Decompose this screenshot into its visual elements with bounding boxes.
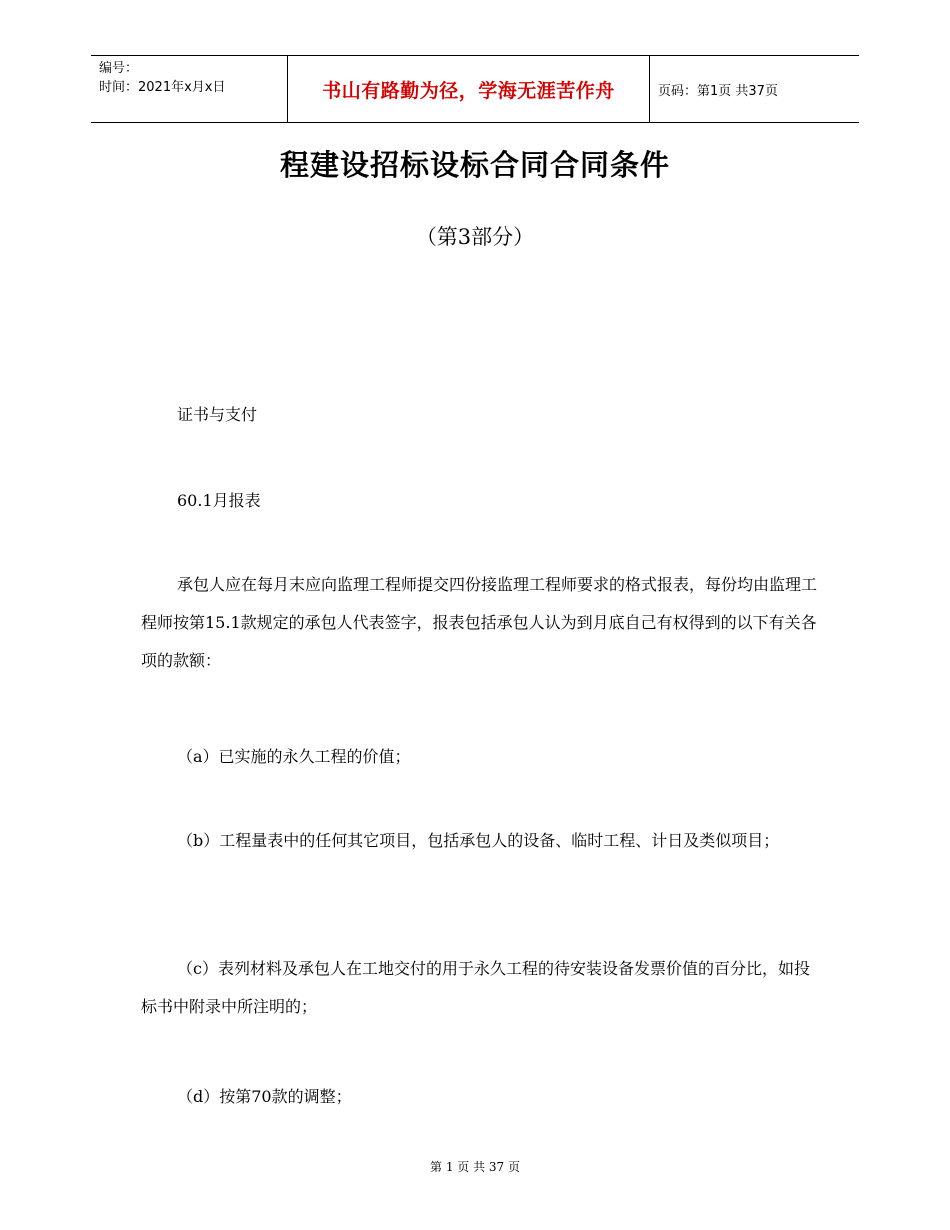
list-item-b: （b）工程量表中的任何其它项目，包括承包人的设备、临时工程、计日及类似项目； <box>177 831 780 850</box>
document-title: 程建设招标设标合同合同条件 <box>279 148 670 182</box>
clause-heading: 60.1月报表 <box>177 491 261 510</box>
header-meta <box>91 56 287 122</box>
header-page-info: 页码：第1页 共37页 <box>658 83 778 99</box>
list-item-c: （c）表列材料及承包人在工地交付的用于永久工程的待安装设备发票价值的百分比，如投标书中附录中所注明的； <box>141 959 810 1016</box>
page-footer: 第 1 页 共 37 页 <box>430 1160 520 1174</box>
header-motto: 书山有路勤为径，学海无涯苦作舟 <box>287 56 650 122</box>
section-heading: 证书与支付 <box>177 405 258 424</box>
body-paragraph: 承包人应在每月末应向监理工程师提交四份接监理工程师要求的格式报表，每份均由监理工程师按第15.1款规定的承包人代表签字，报表包括承包人认为到月底自己有权得到的以下有关各项的款额： <box>141 575 818 670</box>
list-item-a: （a）已实施的永久工程的价值； <box>177 747 411 766</box>
page-header <box>91 55 859 123</box>
document-subtitle: （第3部分） <box>415 225 535 249</box>
list-item-d: （d）按第70款的调整； <box>177 1087 352 1106</box>
doc-number-label: 编号： <box>99 61 139 76</box>
doc-time-label: 时间：2021年x月x日 <box>99 80 226 95</box>
